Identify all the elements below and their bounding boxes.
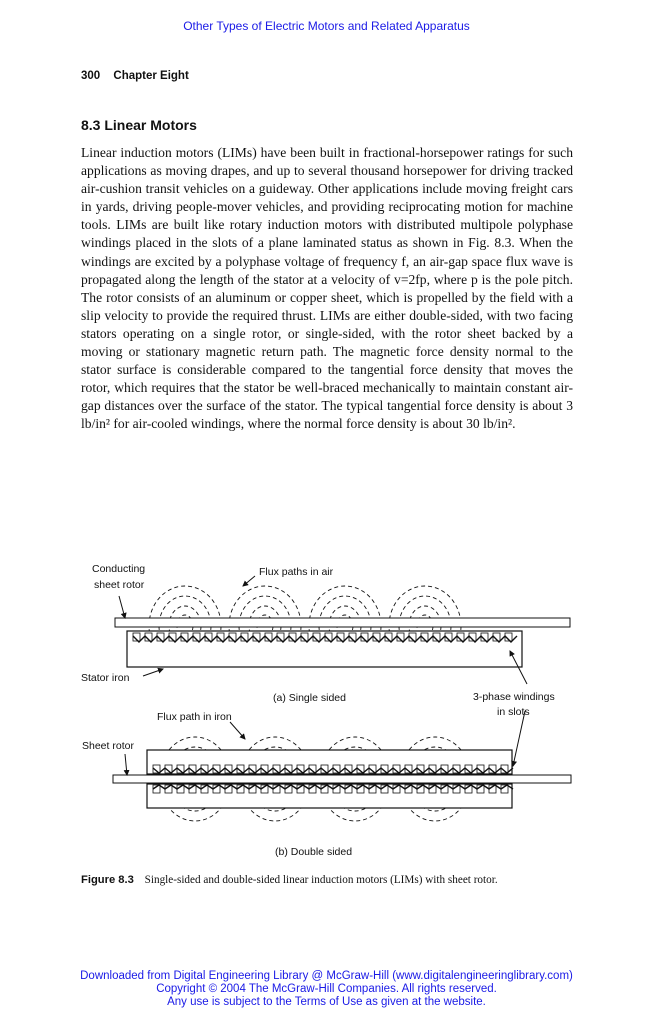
- label-single-sided: (a) Single sided: [273, 692, 346, 704]
- section-title: 8.3 Linear Motors: [81, 117, 197, 133]
- label-sheet-rotor: sheet rotor: [94, 579, 145, 591]
- label-double-sided: (b) Double sided: [275, 846, 353, 858]
- footer: [0, 970, 653, 1009]
- leader-lines: [119, 576, 527, 775]
- figure-caption: [81, 873, 571, 888]
- footer-terms[interactable]: Any use is subject to the Terms of Use as given at the website.: [167, 996, 486, 1008]
- figure-label: Figure 8.3: [81, 874, 134, 886]
- label-flux-paths-air: Flux paths in air: [259, 566, 334, 578]
- sheet-rotor: [113, 775, 571, 783]
- label-flux-path-iron: Flux path in iron: [157, 711, 232, 723]
- single-sided-diagram: [115, 586, 570, 667]
- body-paragraph: Linear induction motors (LIMs) have been built in fractional-horsepower ratings for such applications as moving drapes, and up to several thousand horsepower for driving tracked air-cushion transit vehicles on a guideway. Other applications include moving freight cars in yards, driving people-mover vehicles, and providing reciprocating motion for machine tools. LIMs are built like rotary induction motors with distributed multipole polyphase windings placed in the slots of a plane laminated status as shown in Fig. 8.3. When the windings are excited by a polyphase voltage of frequency f, an air-gap space flux wave is propagated along the length of the stator at a velocity of v=2fp, where p is the pole pitch. The rotor consists of an aluminum or copper sheet, which is propelled by the field with a slip velocity to provide the required thrust. LIMs are either double-sided, with two facing stators operating on a single rotor, or single-sided, with the rotor sheet backed by a moving or stationary magnetic return path. The magnetic force density normal to the stator surface is considerable compared to the tangential force density that moves the rotor, which requires that the stator be well-braced mechanically to maintain constant air-gap distances over the surface of the stator. The typical tangential force density is about 3 lb/in² for air-cooled windings, where the normal force density is about 30 lb/in².: [81, 145, 573, 432]
- label-sheet-rotor-b: Sheet rotor: [82, 740, 134, 752]
- caption-text: Single-sided and double-sided linear induction motors (LIMs) with sheet rotor.: [144, 874, 498, 886]
- label-conducting: Conducting: [92, 563, 146, 575]
- chapter-title: Chapter Eight: [113, 70, 189, 82]
- conducting-sheet-rotor: [115, 618, 570, 627]
- chapter-banner: Other Types of Electric Motors and Related Apparatus: [183, 19, 470, 33]
- footer-link[interactable]: Downloaded from Digital Engineering Library @ McGraw-Hill (www.digitalengineeringlibrary.com): [80, 970, 573, 982]
- label-stator-iron: Stator iron: [81, 672, 130, 684]
- double-sided-diagram: [113, 737, 571, 821]
- label-three-phase-windings: 3-phase windings: [473, 691, 555, 703]
- lim-figure: [75, 556, 585, 864]
- page-number: 300: [81, 70, 101, 82]
- running-head: [81, 70, 189, 82]
- label-in-slots: in slots: [497, 706, 530, 718]
- footer-copyright: Copyright © 2004 The McGraw-Hill Companies. All rights reserved.: [156, 983, 497, 995]
